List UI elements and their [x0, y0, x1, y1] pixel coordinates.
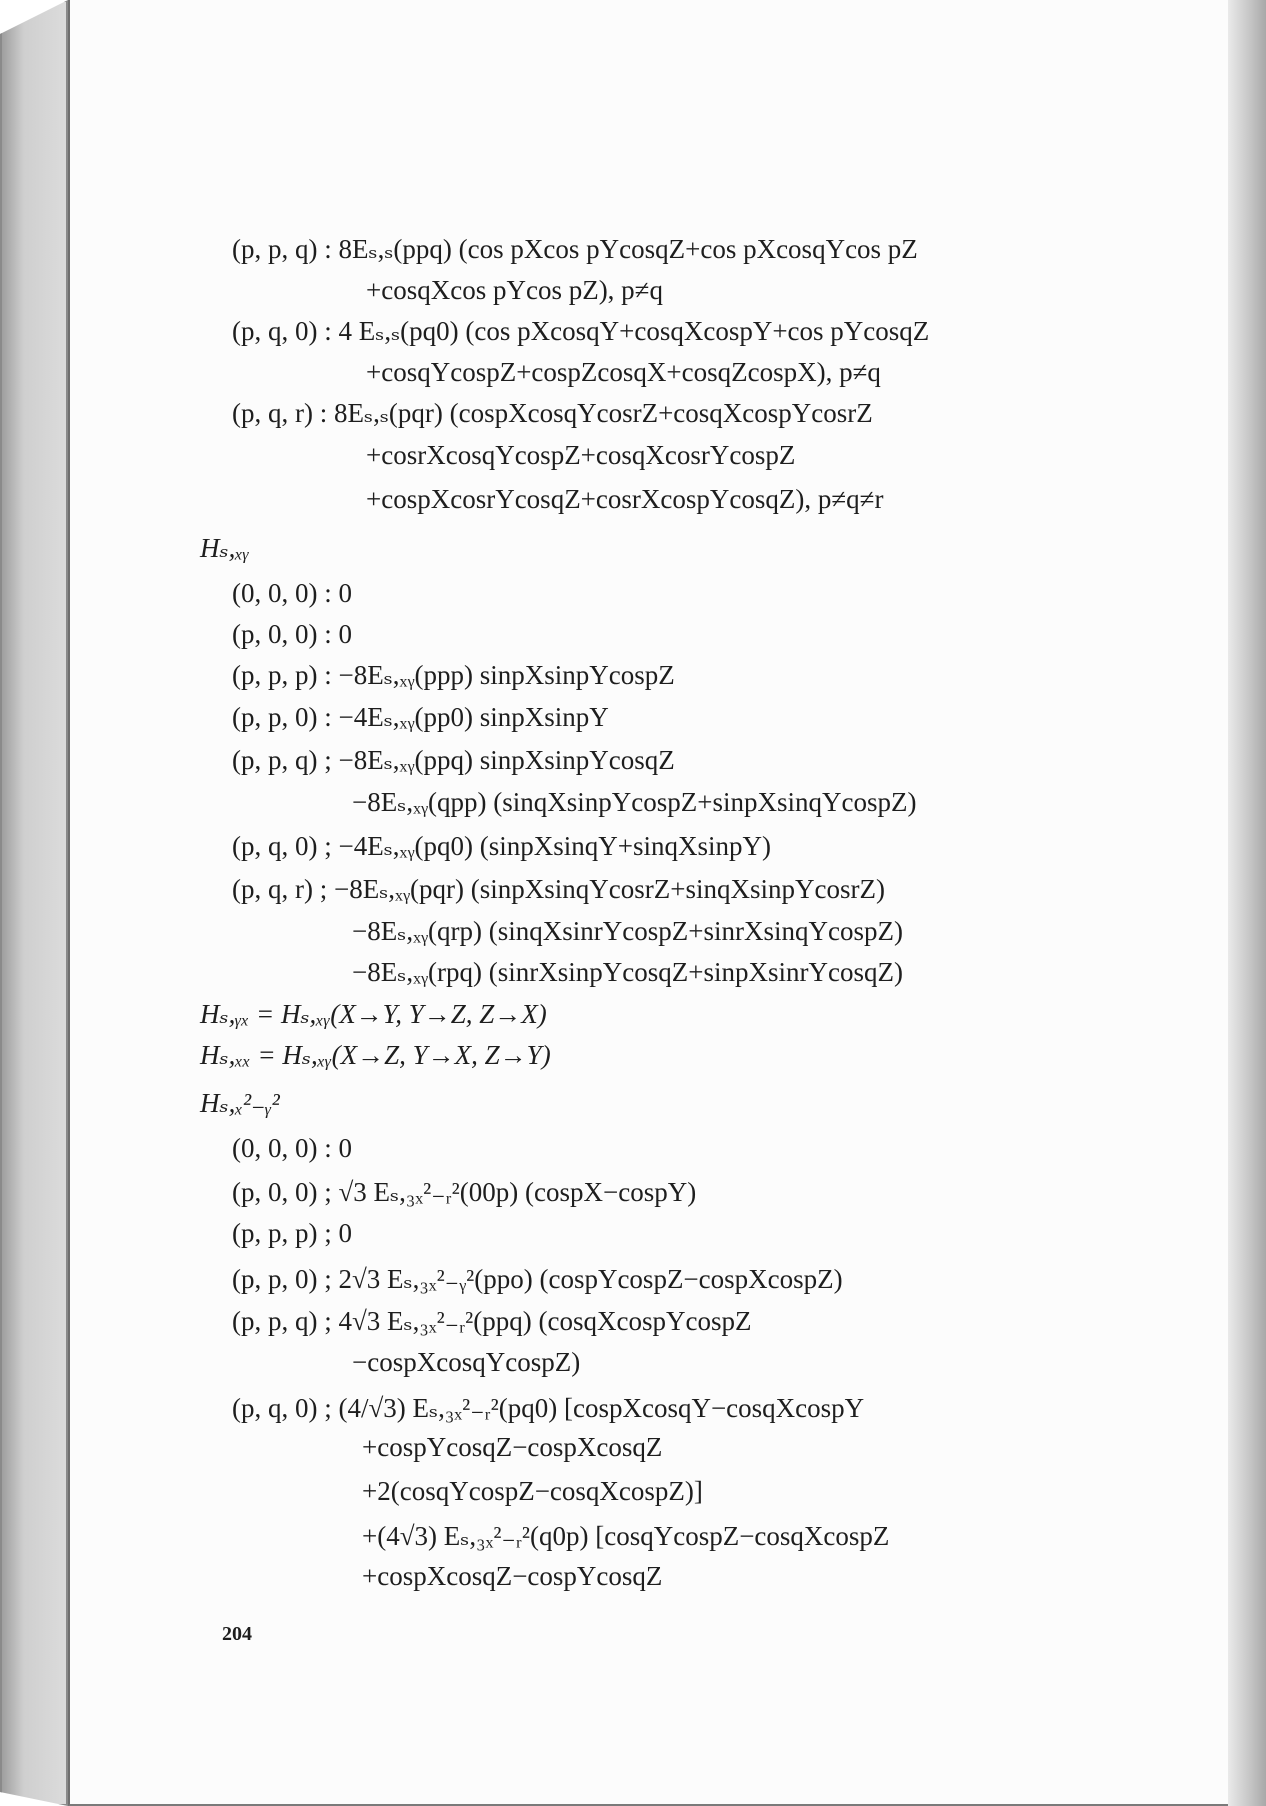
formula-line: +cospXcosrYcosqZ+cosrXcospYcosqZ), p≠q≠r — [366, 484, 884, 514]
page-number: 204 — [222, 1623, 252, 1645]
formula-line: −8Eₛ,ₓᵧ(qrp) (sinqXsinrYcospZ+sinrXsinqYcospZ) — [352, 916, 903, 946]
formula-line: (p, p, q) ; 4√3 Eₛ,₃ₓ²₋ᵣ²(ppq) (cosqXcospYcospZ — [232, 1306, 752, 1336]
formula-line: (p, 0, 0) : 0 — [232, 619, 352, 649]
section-heading: Hₛ,ₓᵧ — [200, 533, 250, 563]
book-right-shadow — [1228, 0, 1266, 1806]
formula-line: (p, p, p) ; 0 — [232, 1218, 352, 1248]
formula-line: +(4√3) Eₛ,₃ₓ²₋ᵣ²(q0p) [cosqYcospZ−cosqXcospZ — [362, 1521, 890, 1551]
formula-line: (p, p, 0) : −4Eₛ,ₓᵧ(pp0) sinpXsinpY — [232, 702, 609, 732]
formula-line: −cospXcosqYcospZ) — [352, 1347, 581, 1377]
formula-line: (p, q, r) ; −8Eₛ,ₓᵧ(pqr) (sinpXsinqYcosrZ+sinqXsinpYcosrZ) — [232, 874, 885, 904]
formula-line: +cospYcosqZ−cospXcosqZ — [362, 1432, 663, 1462]
book-cover-outline — [0, 0, 68, 1806]
formula-line: (p, q, 0) ; −4Eₛ,ₓᵧ(pq0) (sinpXsinqY+sinqXsinpY) — [232, 831, 772, 861]
formula-line: Hₛ,ₓₓ = Hₛ,ₓᵧ(X→Z, Y→X, Z→Y) — [200, 1040, 551, 1070]
formula-line: +2(cosqYcospZ−cosqXcospZ)] — [362, 1476, 703, 1506]
formula-line: (p, q, r) : 8Eₛ,ₛ(pqr) (cospXcosqYcosrZ+cosqXcospYcosrZ — [232, 398, 873, 428]
formula-line: +cosqXcos pYcos pZ), p≠q — [366, 275, 663, 305]
formula-line: Hₛ,ᵧₓ = Hₛ,ₓᵧ(X→Y, Y→Z, Z→X) — [200, 999, 547, 1029]
section-heading: Hₛ,ₓ²₋ᵧ² — [200, 1088, 280, 1118]
formula-line: (0, 0, 0) : 0 — [232, 578, 352, 608]
formula-line: (p, p, 0) ; 2√3 Eₛ,₃ₓ²₋ᵧ²(ppo) (cospYcospZ−cospXcospZ) — [232, 1264, 843, 1294]
formula-line: (p, q, 0) : 4 Eₛ,ₛ(pq0) (cos pXcosqY+cosqXcospY+cos pYcosqZ — [232, 316, 930, 346]
formula-line: +cosrXcosqYcospZ+cosqXcosrYcospZ — [366, 440, 796, 470]
formula-line: (p, p, q) ; −8Eₛ,ₓᵧ(ppq) sinpXsinpYcosqZ — [232, 745, 675, 775]
formula-line: (0, 0, 0) : 0 — [232, 1133, 352, 1163]
formula-line: −8Eₛ,ₓᵧ(rpq) (sinrXsinpYcosqZ+sinpXsinrYcosqZ) — [352, 957, 903, 987]
formula-line: (p, q, 0) ; (4/√3) Eₛ,₃ₓ²₋ᵣ²(pq0) [cospXcosqY−cosqXcospY — [232, 1393, 865, 1423]
formula-line: −8Eₛ,ₓᵧ(qpp) (sinqXsinpYcospZ+sinpXsinqYcospZ) — [352, 787, 917, 817]
formula-line: +cosqYcospZ+cospZcosqX+cosqZcospX), p≠q — [366, 357, 881, 387]
formula-line: (p, p, p) : −8Eₛ,ₓᵧ(ppp) sinpXsinpYcospZ — [232, 660, 675, 690]
formula-line: (p, 0, 0) ; √3 Eₛ,₃ₓ²₋ᵣ²(00p) (cospX−cospY) — [232, 1177, 697, 1207]
formula-line: (p, p, q) : 8Eₛ,ₛ(ppq) (cos pXcos pYcosqZ+cos pXcosqYcos pZ — [232, 234, 918, 264]
formula-line: +cospXcosqZ−cospYcosqZ — [362, 1561, 663, 1591]
